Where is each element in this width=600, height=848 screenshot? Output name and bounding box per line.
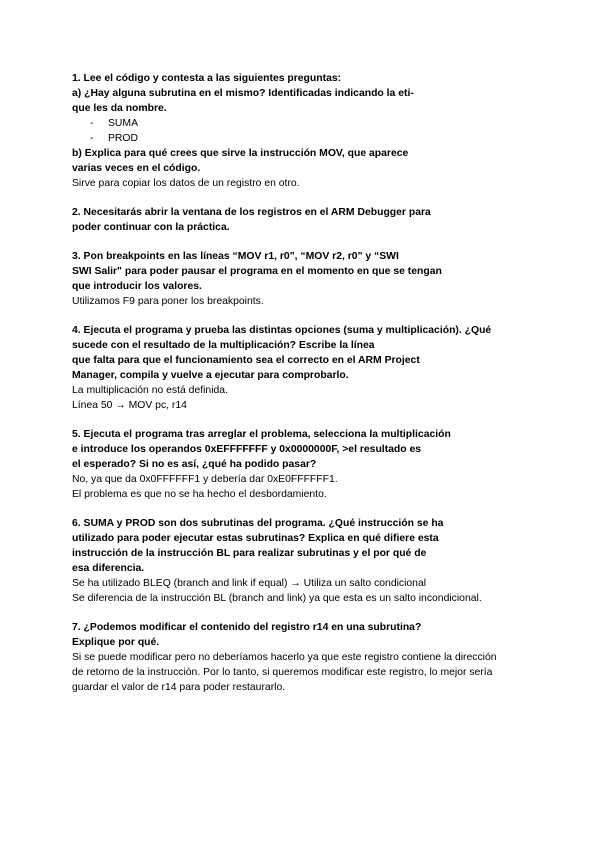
- question-4-text-cont: sucede con el resultado de la multiplicación? Escribe la línea: [72, 340, 375, 351]
- answer-1: Sirve para copiar los datos de un registro en otro.: [72, 178, 300, 189]
- question-3-text-cont: SWI Salir" para poder pausar el programa en el momento en que se tengan: [72, 266, 442, 277]
- question-4-text-cont: Manager, compila y vuelve a ejecutar para comprobarlo.: [72, 370, 349, 381]
- question-1a-text-cont: que les da nombre.: [72, 103, 167, 114]
- question-6-text-cont: esa diferencia.: [72, 563, 145, 574]
- question-3-text-cont: que introducir los valores.: [72, 281, 202, 292]
- question-4-text-cont: que falta para que el funcionamiento sea el correcto en el ARM Project: [72, 355, 420, 366]
- question-1a-text: a) ¿Hay alguna subrutina en el mismo? Identificadas indicando la eti-: [72, 88, 414, 99]
- question-5-text-cont: el esperado? Si no es así, ¿qué ha podido pasar?: [72, 459, 317, 470]
- answer-4-cont: Línea 50 → MOV pc, r14: [72, 400, 187, 411]
- answer-3: Utilizamos F9 para poner los breakpoints.: [72, 296, 264, 307]
- question-2-text: 2. Necesitarás abrir la ventana de los registros en el ARM Debugger para: [72, 207, 431, 218]
- answer-7: Si se puede modificar pero no deberíamos hacerlo ya que este registro contiene la dirección: [72, 652, 497, 663]
- answer-7-cont: guardar el valor de r14 para poder restaurarlo.: [72, 682, 286, 693]
- question-1-heading: 1. Lee el código y contesta a las siguientes preguntas:: [72, 73, 342, 84]
- answer-4: La multiplicación no está definida.: [72, 385, 228, 396]
- answer-5: No, ya que da 0x0FFFFFF1 y debería dar 0xE0FFFFFF1.: [72, 474, 338, 485]
- question-5-text: 5. Ejecuta el programa tras arreglar el problema, selecciona la multiplicación: [72, 429, 451, 440]
- list-item: - SUMA: [90, 118, 139, 129]
- list-item: - PROD: [90, 133, 139, 144]
- question-7-text-cont: Explique por qué.: [72, 637, 160, 648]
- question-5-text-cont: e introduce los operandos 0xEFFFFFFF y 0x0000000F, >el resultado es: [72, 444, 422, 455]
- question-7: [72, 620, 542, 695]
- question-1b-text: b) Explica para qué crees que sirve la instrucción MOV, que aparece: [72, 148, 409, 159]
- question-6-text: 6. SUMA y PROD son dos subrutinas del programa. ¿Qué instrucción se ha: [72, 518, 444, 529]
- answer-6-cont: Se diferencia de la instrucción BL (branch and link) ya que esta es un salto incondicional.: [72, 593, 482, 604]
- question-6: [72, 516, 542, 606]
- question-2-text-cont: poder continuar con la práctica.: [72, 222, 230, 233]
- question-3: [72, 249, 542, 309]
- question-6-text-cont: utilizado para poder ejecutar estas subrutinas? Explica en qué difiere esta: [72, 533, 439, 544]
- document-page: [72, 71, 542, 695]
- answer-5-cont: El problema es que no se ha hecho el desbordamiento.: [72, 489, 327, 500]
- answer-7-cont: de retorno de la instrucción. Por lo tanto, si queremos modificar este registro, lo mejor sería: [72, 667, 493, 678]
- question-3-text: 3. Pon breakpoints en las líneas “MOV r1, r0", “MOV r2, r0" y “SWI: [72, 251, 399, 262]
- question-1: [72, 71, 542, 191]
- question-4-text: 4. Ejecuta el programa y prueba las distintas opciones (suma y multiplicación). ¿Qué: [72, 325, 492, 336]
- question-2: [72, 205, 542, 235]
- question-5: [72, 427, 542, 502]
- question-1b-text-cont: varias veces en el código.: [72, 163, 201, 174]
- question-7-text: 7. ¿Podemos modificar el contenido del registro r14 en una subrutina?: [72, 622, 422, 633]
- question-4: [72, 323, 542, 413]
- question-6-text-cont: instrucción de la instrucción BL para realizar subrutinas y el por qué de: [72, 548, 427, 559]
- answer-6: Se ha utilizado BLEQ (branch and link if equal) → Utiliza un salto condicional: [72, 578, 427, 589]
